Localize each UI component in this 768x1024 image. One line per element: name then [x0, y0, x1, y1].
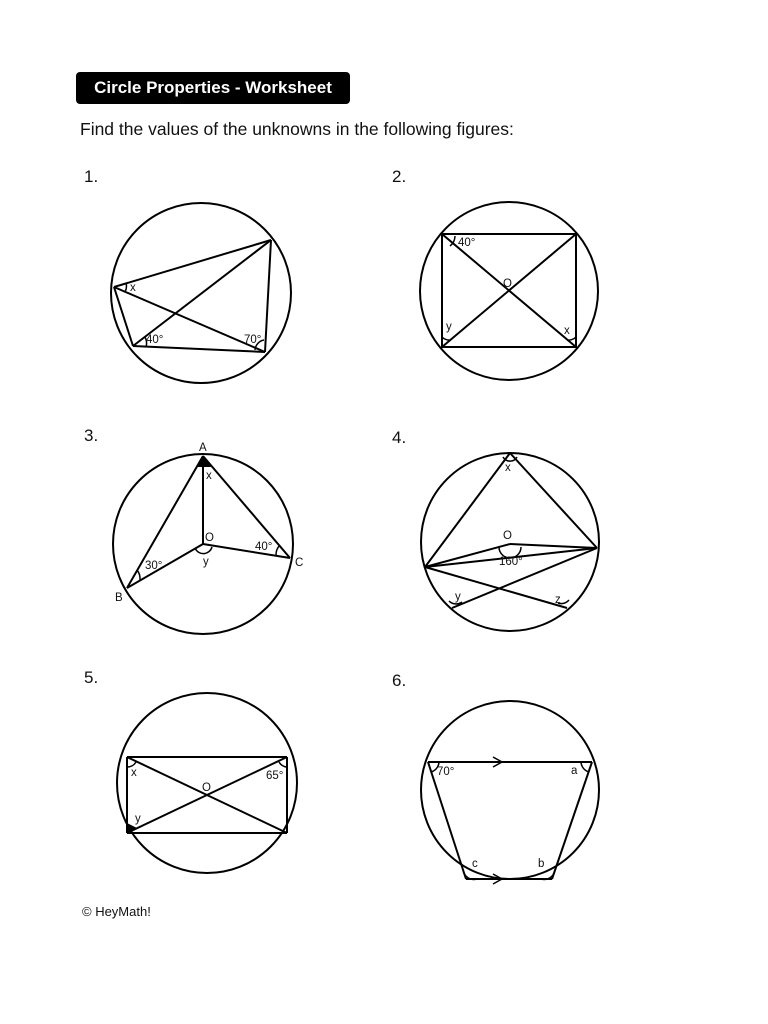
- figure-1-chord: [265, 240, 271, 352]
- figure-3-chord-ac: [203, 456, 290, 558]
- figure-5-label-x: x: [131, 767, 137, 779]
- worksheet-title: Circle Properties - Worksheet: [76, 72, 350, 104]
- figure-4-label-160: 160°: [499, 556, 523, 568]
- figure-4-chord: [425, 567, 567, 608]
- figure-1-chord: [133, 346, 265, 352]
- figure-5-label-65: 65°: [266, 770, 284, 782]
- figure-1-label-70: 70°: [244, 334, 262, 346]
- figure-2-angle-arc: [442, 337, 451, 340]
- figure-2-label-40: 40°: [458, 237, 476, 249]
- question-number-6: 6.: [392, 671, 407, 690]
- figure-3-chord-ab: [127, 456, 203, 588]
- figure-6-label-b: b: [538, 858, 545, 870]
- figure-3-label-a: A: [199, 442, 207, 454]
- figure-5-label-o: O: [202, 782, 211, 794]
- figure-6-angle-arc: [581, 762, 589, 772]
- figure-6: [421, 701, 599, 884]
- figure-6-right-side: [552, 762, 592, 879]
- figure-6-label-a: a: [571, 765, 578, 777]
- figure-2-label-y: y: [446, 321, 452, 333]
- figure-4-radius: [510, 544, 597, 548]
- figure-6-label-70: 70°: [437, 766, 455, 778]
- figure-3-label-o: O: [205, 532, 214, 544]
- question-number-2: 2.: [392, 167, 407, 186]
- figure-4-chord: [425, 453, 510, 567]
- figure-6-circle: [421, 701, 599, 879]
- figure-3-angle-arc: [276, 545, 280, 555]
- figure-3-label-x: x: [206, 470, 212, 482]
- figure-4-circle: [421, 453, 599, 631]
- question-number-5: 5.: [84, 668, 99, 687]
- figure-1-chord: [114, 240, 271, 287]
- footer-copyright: © HeyMath!: [82, 904, 151, 919]
- figure-2-angle-arc: [567, 337, 576, 340]
- figure-4-radius: [425, 544, 510, 567]
- figure-5-label-y: y: [135, 813, 141, 825]
- figure-4-label-x: x: [505, 462, 511, 474]
- figure-4: [421, 453, 599, 631]
- figure-1-chord: [133, 240, 271, 346]
- figure-4-label-z: z: [555, 594, 561, 606]
- question-number-4: 4.: [392, 428, 407, 447]
- figure-3-label-c: C: [295, 557, 304, 569]
- figure-2-label-o: O: [503, 278, 512, 290]
- figure-6-left-side: [428, 762, 466, 879]
- figure-3-radius-ob: [127, 544, 203, 588]
- figure-1-label-x: x: [130, 282, 136, 294]
- figure-3-label-y: y: [203, 556, 209, 568]
- instructions: Find the values of the unknowns in the following figures:: [80, 119, 514, 139]
- figure-3-label-40: 40°: [255, 541, 273, 553]
- question-number-3: 3.: [84, 426, 99, 445]
- figure-2-label-x: x: [564, 325, 570, 337]
- figure-6-label-c: c: [472, 858, 478, 870]
- figure-5-angle-arc: [279, 762, 287, 767]
- figure-4-label-y: y: [455, 591, 461, 603]
- figure-4-chord: [510, 453, 597, 548]
- figure-2: [420, 202, 598, 380]
- figure-1-label-40: 40°: [146, 334, 164, 346]
- figure-4-label-o: O: [503, 530, 512, 542]
- question-number-1: 1.: [84, 167, 99, 186]
- figure-3-label-b: B: [115, 592, 123, 604]
- figure-3-label-30: 30°: [145, 560, 163, 572]
- figure-3-angle-arc: [137, 570, 140, 580]
- figure-1: [111, 203, 291, 383]
